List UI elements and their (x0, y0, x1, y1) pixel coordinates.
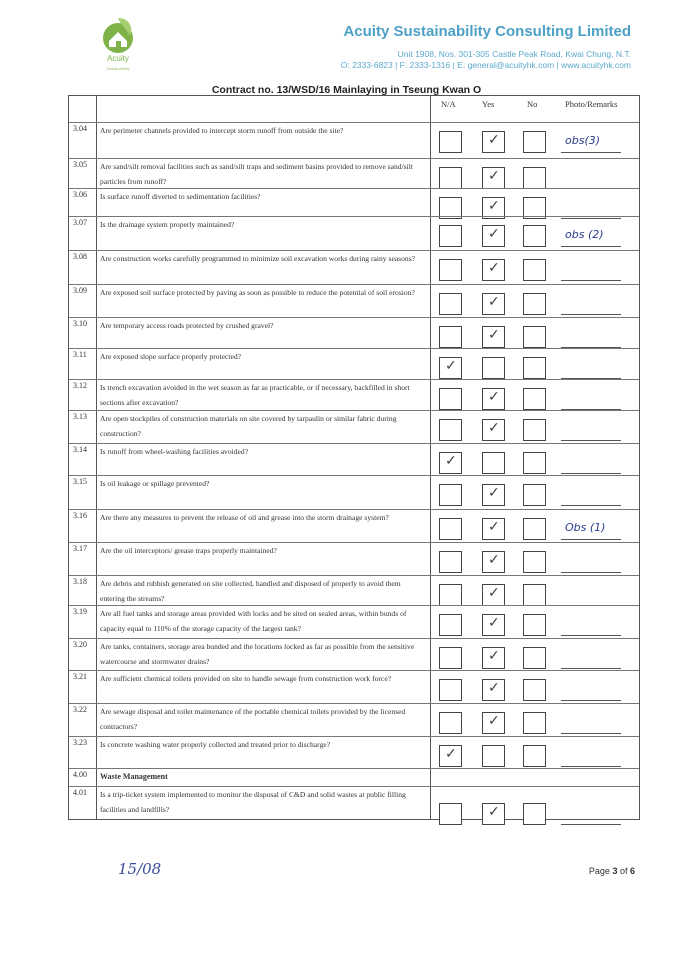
question-text: Is runoff from wheel-washing facilities avoided? (100, 447, 249, 456)
table-row (69, 250, 639, 276)
checkbox-no[interactable] (523, 259, 546, 281)
remark-line (561, 824, 621, 825)
checkbox-yes[interactable] (482, 326, 505, 348)
check-mark-icon: ✓ (488, 553, 500, 568)
col-yes-header: Yes (482, 99, 495, 109)
checkbox-yes[interactable] (482, 679, 505, 701)
check-mark-icon: ✓ (488, 649, 500, 664)
checkbox-yes[interactable] (482, 452, 505, 474)
question-text: Are there any measures to prevent the release of oil and grease into the storm drainage system? (100, 513, 389, 522)
checkbox-na[interactable] (439, 484, 462, 506)
section-title: Waste Management (100, 772, 168, 781)
checkbox-na[interactable] (439, 584, 462, 606)
checkbox-yes[interactable] (482, 551, 505, 573)
checkbox-yes[interactable] (482, 167, 505, 189)
company-contact: O: 2333-6823 | F: 2333-1316 | E: general@acuityhk.com | www.acuityhk.com (340, 60, 631, 70)
check-mark-icon: ✓ (488, 486, 500, 501)
table-row (69, 122, 639, 148)
table-row (69, 284, 639, 310)
check-mark-icon: ✓ (488, 805, 500, 820)
checkbox-na[interactable] (439, 745, 462, 767)
checkbox-na[interactable] (439, 679, 462, 701)
item-number: 3.14 (73, 445, 87, 454)
check-mark-icon: ✓ (488, 133, 500, 148)
remark-line (561, 668, 621, 669)
checkbox-na[interactable] (439, 452, 462, 474)
item-number: 3.09 (73, 286, 87, 295)
question-text: Are exposed slope surface properly protected? (100, 352, 242, 361)
handwritten-remark: obs (2) (565, 228, 604, 241)
question-text: Is the drainage system properly maintained? (100, 220, 235, 229)
remark-line (561, 505, 621, 506)
check-mark-icon: ✓ (445, 747, 457, 762)
check-mark-icon: ✓ (445, 454, 457, 469)
page-number: Page 3 of 6 (588, 866, 635, 876)
checkbox-no[interactable] (523, 679, 546, 701)
checkbox-na[interactable] (439, 225, 462, 247)
remark-line (561, 572, 621, 573)
checkbox-no[interactable] (523, 293, 546, 315)
remark-line (561, 152, 621, 153)
table-row (69, 575, 639, 603)
checkbox-no[interactable] (523, 745, 546, 767)
checkbox-na[interactable] (439, 167, 462, 189)
table-row (69, 158, 639, 186)
handwritten-remark: Obs (1) (565, 521, 606, 534)
question-text: Is surface runoff diverted to sedimentation facilities? (100, 192, 261, 201)
checkbox-yes[interactable] (482, 357, 505, 379)
item-number: 3.22 (73, 705, 87, 714)
item-number: 3.16 (73, 511, 87, 520)
remark-line (561, 733, 621, 734)
checkbox-yes[interactable] (482, 259, 505, 281)
checkbox-na[interactable] (439, 419, 462, 441)
checkbox-na[interactable] (439, 712, 462, 734)
check-mark-icon: ✓ (488, 681, 500, 696)
item-number: 3.10 (73, 319, 87, 328)
item-number: 3.17 (73, 544, 87, 553)
question-text: Are the oil interceptors/ grease traps properly maintained? (100, 546, 277, 555)
item-number: 3.21 (73, 672, 87, 681)
remark-line (561, 766, 621, 767)
checkbox-no[interactable] (523, 167, 546, 189)
checkbox-yes[interactable] (482, 712, 505, 734)
question-text: Are debris and rubbish generated on site collected, handled and disposed of properly to avoid them entering the streams? (100, 579, 401, 603)
check-mark-icon: ✓ (488, 421, 500, 436)
checkbox-na[interactable] (439, 357, 462, 379)
table-row (69, 509, 639, 535)
checklist-table (68, 95, 640, 820)
checkbox-no[interactable] (523, 712, 546, 734)
item-number: 3.08 (73, 252, 87, 261)
check-mark-icon: ✓ (488, 227, 500, 242)
table-row (69, 317, 639, 343)
table-row (69, 443, 639, 469)
handwritten-date: 15/08 (118, 860, 162, 878)
checkbox-no[interactable] (523, 419, 546, 441)
item-number: 3.04 (73, 124, 87, 133)
checkbox-no[interactable] (523, 131, 546, 153)
check-mark-icon: ✓ (488, 295, 500, 310)
question-text: Are construction works carefully programmed to minimize soil excavation works during rainy seasons? (100, 254, 416, 263)
question-text: Is trench excavation avoided in the wet season as far as practicable, or if necessary, backfilled in short sections after excavation? (100, 383, 410, 407)
checkbox-na[interactable] (439, 388, 462, 410)
check-mark-icon: ✓ (488, 261, 500, 276)
logo-tagline: Sustainability (106, 66, 130, 71)
col-na-header: N/A (441, 99, 456, 109)
checkbox-yes[interactable] (482, 614, 505, 636)
contract-title: Contract no. 13/WSD/16 Mainlaying in Tseung Kwan O (211, 84, 482, 96)
check-mark-icon: ✓ (488, 714, 500, 729)
remark-line (561, 314, 621, 315)
item-number: 3.23 (73, 738, 87, 747)
check-mark-icon: ✓ (488, 520, 500, 535)
company-logo (90, 14, 146, 74)
question-text: Is concrete washing water properly collected and treated prior to discharge? (100, 740, 331, 749)
checkbox-yes[interactable] (482, 518, 505, 540)
check-mark-icon: ✓ (488, 328, 500, 343)
question-text: Are tanks, containers, storage area bunded and the locations locked as far as possible from the sensitive watercourse and stormwater drains? (100, 642, 415, 666)
checkbox-yes[interactable] (482, 419, 505, 441)
item-number: 4.00 (73, 770, 87, 779)
question-text: Are temporary access roads protected by crushed gravel? (100, 321, 274, 330)
item-number: 3.20 (73, 640, 87, 649)
checkbox-na[interactable] (439, 647, 462, 669)
checkbox-yes[interactable] (482, 484, 505, 506)
question-text: Are sand/silt removal facilities such as sand/silt traps and sediment basins provided to remove sand/silt particles from runoff? (100, 162, 413, 186)
checkbox-no[interactable] (523, 326, 546, 348)
leaf-house-icon (90, 14, 146, 58)
table-row (69, 379, 639, 407)
checkbox-yes[interactable] (482, 803, 505, 825)
item-number: 3.13 (73, 412, 87, 421)
checkbox-na[interactable] (439, 326, 462, 348)
logo-name: Acuity (107, 54, 129, 63)
checkbox-yes[interactable] (482, 745, 505, 767)
checkbox-no[interactable] (523, 518, 546, 540)
check-mark-icon: ✓ (488, 616, 500, 631)
remark-line (561, 246, 621, 247)
checkbox-na[interactable] (439, 131, 462, 153)
item-number: 3.19 (73, 607, 87, 616)
table-row (69, 605, 639, 633)
remark-line (561, 473, 621, 474)
company-address: Unit 1908, Nos. 301-305 Castle Peak Road, Kwai Chung, N.T. (397, 49, 631, 59)
checkbox-na[interactable] (439, 803, 462, 825)
table-row (69, 348, 639, 374)
check-mark-icon: ✓ (488, 169, 500, 184)
checkbox-na[interactable] (439, 614, 462, 636)
remark-line (561, 218, 621, 219)
checkbox-yes[interactable] (482, 293, 505, 315)
checkbox-no[interactable] (523, 388, 546, 410)
remark-line (561, 700, 621, 701)
item-number: 3.06 (73, 190, 87, 199)
checkbox-no[interactable] (523, 551, 546, 573)
item-number: 4.01 (73, 788, 87, 797)
table-row (69, 786, 639, 820)
col-no-header: No (527, 99, 538, 109)
checkbox-yes[interactable] (482, 225, 505, 247)
checkbox-no[interactable] (523, 225, 546, 247)
checkbox-no[interactable] (523, 614, 546, 636)
checkbox-na[interactable] (439, 259, 462, 281)
checkbox-no[interactable] (523, 357, 546, 379)
remark-line (561, 539, 621, 540)
checkbox-na[interactable] (439, 518, 462, 540)
remark-line (561, 280, 621, 281)
question-text: Are exposed soil surface protected by paving as soon as possible to reduce the potential of soil erosion? (100, 288, 415, 297)
check-mark-icon: ✓ (488, 199, 500, 214)
check-mark-icon: ✓ (488, 390, 500, 405)
question-text: Is oil leakage or spillage prevented? (100, 479, 210, 488)
col-remarks-header: Photo/Remarks (565, 99, 618, 109)
table-row (69, 216, 639, 242)
remark-line (561, 635, 621, 636)
item-number: 3.07 (73, 218, 87, 227)
check-mark-icon: ✓ (445, 359, 457, 374)
question-text: Is a trip-ticket system implemented to monitor the disposal of C&D and solid wastes at public filling facilities and landfills? (100, 790, 406, 814)
checkbox-no[interactable] (523, 584, 546, 606)
table-row (69, 638, 639, 666)
table-row (69, 188, 639, 214)
item-number: 3.12 (73, 381, 87, 390)
checkbox-no[interactable] (523, 452, 546, 474)
item-number: 3.18 (73, 577, 87, 586)
checkbox-no[interactable] (523, 647, 546, 669)
question-text: Are all fuel tanks and storage areas provided with locks and be sited on sealed areas, within bunds of capacity equal to 110% of the storage capacity of the largest tank? (100, 609, 407, 633)
checkbox-yes[interactable] (482, 584, 505, 606)
table-row (69, 410, 639, 438)
item-number: 3.11 (73, 350, 87, 359)
table-row (69, 475, 639, 501)
item-number: 3.15 (73, 477, 87, 486)
remark-line (561, 440, 621, 441)
section-header-row (69, 768, 639, 781)
checkbox-na[interactable] (439, 293, 462, 315)
checkbox-no[interactable] (523, 803, 546, 825)
check-mark-icon: ✓ (488, 586, 500, 601)
company-name: Acuity Sustainability Consulting Limited (343, 23, 631, 40)
checkbox-yes[interactable] (482, 131, 505, 153)
question-text: Are open stockpiles of construction materials on site covered by tarpaulin or similar fabric during construction? (100, 414, 397, 438)
table-row (69, 736, 639, 762)
question-text: Are sewage disposal and toilet maintenance of the portable chemical toilets provided by the licensed contractors? (100, 707, 406, 731)
table-row (69, 542, 639, 568)
checkbox-no[interactable] (523, 484, 546, 506)
checkbox-yes[interactable] (482, 647, 505, 669)
checkbox-na[interactable] (439, 551, 462, 573)
table-row (69, 703, 639, 731)
handwritten-remark: obs(3) (565, 134, 601, 147)
checkbox-yes[interactable] (482, 388, 505, 410)
item-number: 3.05 (73, 160, 87, 169)
question-text: Are sufficient chemical toilets provided on site to handle sewage from construction work force? (100, 674, 392, 683)
table-row (69, 670, 639, 696)
question-text: Are perimeter channels provided to intercept storm runoff from outside the site? (100, 126, 344, 135)
